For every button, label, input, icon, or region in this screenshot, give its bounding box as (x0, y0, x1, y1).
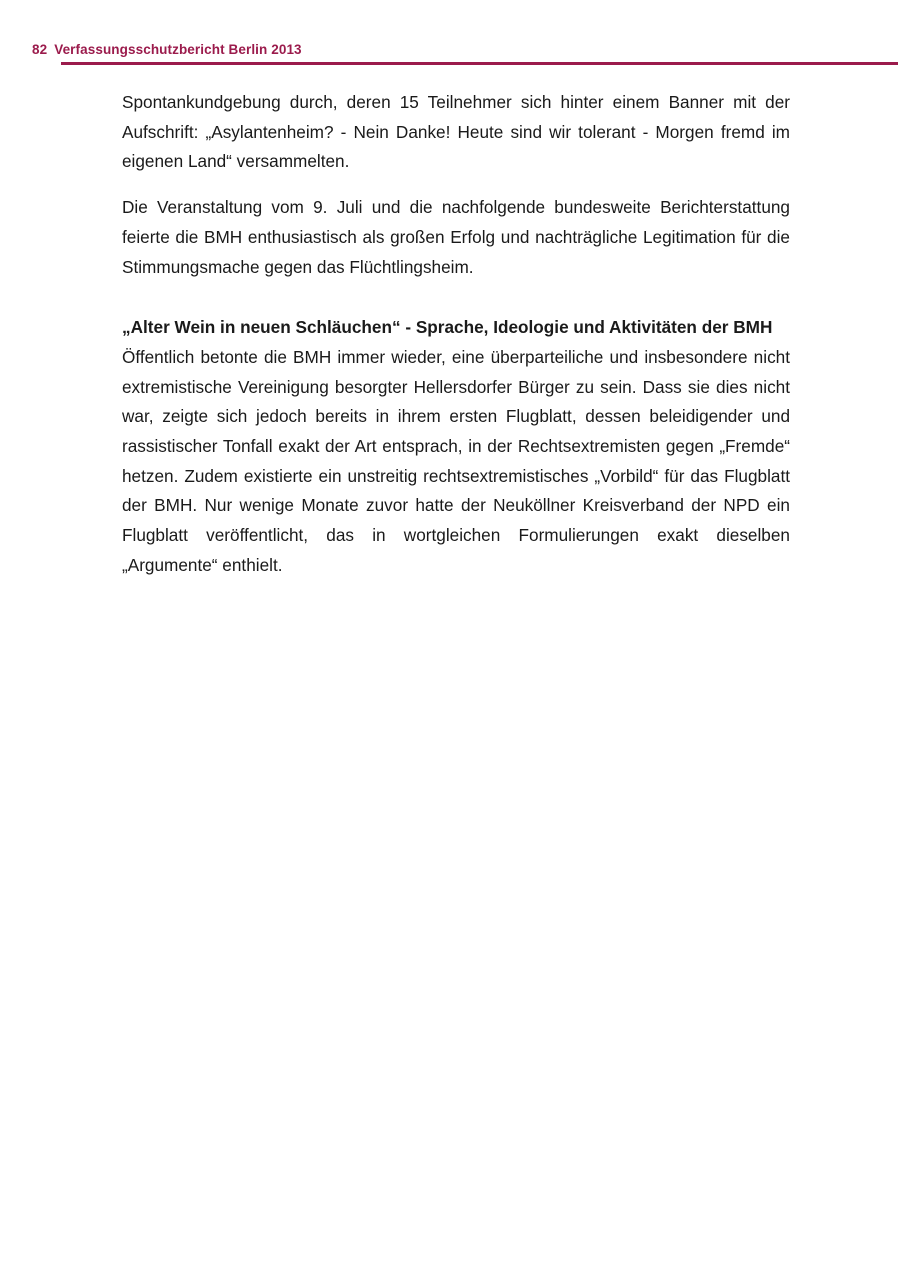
running-header (32, 42, 302, 57)
paragraph: Öffentlich betonte die BMH immer wieder, eine überparteiliche und insbesondere nicht extremistische Vereinigung besorgter Hellersdorfer Bürger zu sein. Dass sie dies nicht war, zeigte sich jedoch bereits in ihrem ersten Flugblatt, dessen beleidigender und rassistischer Tonfall exakt der Art entsprach, in der Rechtsextremisten gegen „Fremde“ hetzen. Zudem existierte ein unstreitig rechtsextremistisches „Vorbild“ für das Flugblatt der BMH. Nur wenige Monate zuvor hatte der Neuköllner Kreisverband der NPD ein Flugblatt veröffentlicht, das in wortgleichen Formulierungen exakt dieselben „Argumente“ enthielt. (122, 346, 790, 575)
running-title: Verfassungsschutzbericht Berlin 2013 (54, 42, 302, 57)
section-heading: „Alter Wein in neuen Schläuchen“ - Sprache, Ideologie und Aktivitäten der BMH (122, 317, 773, 338)
body-text (122, 88, 790, 581)
paragraph: Spontankundgebung durch, deren 15 Teilnehmer sich hinter einem Banner mit der Aufschrift: „Asylantenheim? - Nein Danke! Heute sind wir tolerant - Morgen fremd im eigenen Land“ versammelten. (122, 92, 790, 172)
paragraph: Die Veranstaltung vom 9. Juli und die nachfolgende bundesweite Berichterstattung feierte die BMH enthusiastisch als großen Erfolg und nachträgliche Legitimation für die Stimmungsmache gegen das Flüchtlingsheim. (122, 197, 790, 277)
page-header (32, 40, 898, 67)
header-rule (61, 62, 898, 65)
page-number: 82 (32, 42, 48, 57)
